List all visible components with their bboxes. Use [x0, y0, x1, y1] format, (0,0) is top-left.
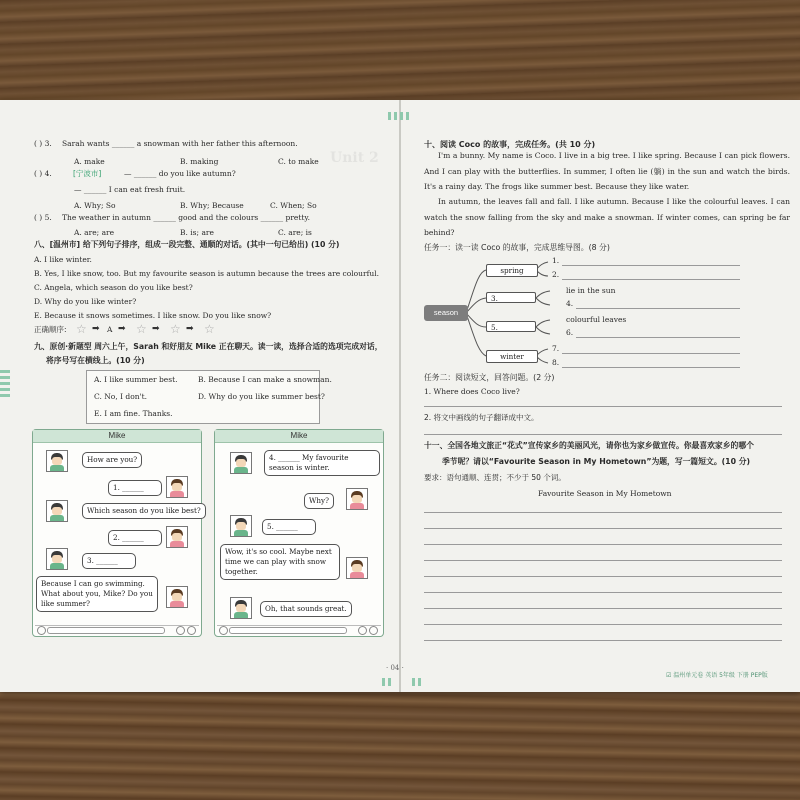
chat1-bubble-6: Because I can go swimming. What about you, Mike? Do you like summer? — [36, 576, 158, 612]
question-3-option-a: A. make — [74, 157, 105, 166]
arrow-icon: ➡ — [186, 324, 194, 334]
footer-series-label: ☑ 温州单元卷 英语 5年级 下册 PEP版 — [666, 672, 768, 679]
answer-line-2 — [562, 279, 740, 280]
answer-line-q2 — [424, 434, 782, 435]
writing-line — [424, 640, 782, 641]
task-1-title: 任务一：读一读 Coco 的故事，完成思维导图。(8 分) — [424, 243, 610, 252]
story-paragraph-1: I'm a bunny. My name is Coco. I live in a big tree. I like spring. Because I can pick flowers. And I can play with the butterflies. In summer, I often lie (躺) in the sun and watch the birds. It's a rainy day. The frogs like summer best. Because they like water. — [424, 151, 790, 191]
question-5-option-b: B. is; are — [180, 228, 214, 237]
node-blank-3: 3. — [486, 292, 536, 303]
question-4-text: — ______ do you like autumn? — [124, 169, 236, 178]
question-3-number: ( ) 3. — [34, 139, 52, 148]
answer-line-6 — [576, 337, 740, 338]
answer-line-q1 — [424, 406, 782, 407]
question-4-region-tag: [宁波市] — [73, 169, 102, 178]
writing-line — [424, 528, 782, 529]
question-4-option-b: B. Why; Because — [180, 201, 244, 210]
question-3-text: Sarah wants ______ a snowman with her father this afternoon. — [62, 139, 298, 148]
question-3-option-c: C. to make — [278, 157, 319, 166]
writing-line — [424, 560, 782, 561]
section-11-title: 十一、全国各地文旅正“花式”宣传家乡的美丽风光，请你也为家乡做宣传。你最喜欢家乡的哪个 — [424, 441, 754, 450]
given-answer: A — [107, 325, 113, 334]
star-blank-1: ☆ — [76, 322, 87, 336]
see-through-text: Unit 2 — [330, 150, 379, 166]
chat1-bubble-1: How are you? — [82, 452, 142, 468]
node-lie-in-the-sun: lie in the sun — [566, 286, 616, 295]
page-number: · 04 · — [386, 664, 404, 672]
chat1-bubble-2: 1. ______ — [108, 480, 162, 496]
star-blank-4: ☆ — [204, 322, 215, 336]
blank-4-label: 4. — [566, 299, 574, 308]
essay-title: Favourite Season in My Hometown — [538, 489, 672, 498]
node-colourful-leaves: colourful leaves — [566, 315, 627, 324]
question-4-option-c: C. When; So — [270, 201, 317, 210]
question-4-number: ( ) 4. — [34, 169, 52, 178]
arrow-icon: ➡ — [92, 324, 100, 334]
blank-8-label: 8. — [552, 358, 560, 367]
mind-map-root: season — [424, 305, 468, 321]
question-5-option-a: A. are; are — [74, 228, 115, 237]
answer-line-8 — [562, 367, 740, 368]
question-4-option-a: A. Why; So — [74, 201, 116, 210]
answer-line-4 — [576, 308, 740, 309]
writing-requirement: 要求：语句通顺、连贯；不少于 50 个词。 — [424, 473, 566, 482]
node-winter: winter — [486, 350, 538, 363]
task-2-question-2: 2. 将文中画线的句子翻译成中文。 — [424, 413, 539, 422]
option-a: A. I like summer best. — [94, 375, 178, 384]
writing-line — [424, 576, 782, 577]
chat1-bubble-5: 3. ______ — [82, 553, 136, 569]
chat-title: Mike — [33, 430, 201, 443]
story-paragraph-2: In autumn, the leaves fall and fall. I like autumn. Because I like the colourful leaves. I can watch the snow falling from the sky and make a snowman. If winter comes, can spring be far behind? — [424, 197, 790, 237]
question-4-text-line2: — ______ I can eat fresh fruit. — [74, 185, 186, 194]
writing-line — [424, 592, 782, 593]
question-5-text: The weather in autumn ______ good and the colours ______ pretty. — [62, 213, 311, 222]
star-blank-3: ☆ — [170, 322, 181, 336]
arrow-icon: ➡ — [118, 324, 126, 334]
chat1-bubble-4: 2. ______ — [108, 530, 162, 546]
sentence-e: E. Because it snows sometimes. I like snow. Do you like snow? — [34, 311, 272, 320]
answer-line-7 — [562, 353, 740, 354]
writing-line — [424, 512, 782, 513]
option-c: C. No, I don't. — [94, 392, 148, 401]
star-blank-2: ☆ — [136, 322, 147, 336]
option-b: B. Because I can make a snowman. — [198, 375, 332, 384]
option-e: E. I am fine. Thanks. — [94, 409, 173, 418]
chat2-bubble-4: Wow, it's so cool. Maybe next time we can play with snow together. — [220, 544, 340, 580]
task-2-title: 任务二：阅读短文，回答问题。(2 分) — [424, 373, 555, 382]
section-9-title: 九、原创·新题型 周六上午，Sarah 和好朋友 Mike 正在聊天。读一读，选择合适的选项完成对话， — [34, 342, 383, 351]
writing-line — [424, 624, 782, 625]
task-2-question-1: 1. Where does Coco live? — [424, 387, 520, 396]
section-10-title: 十、阅读 Coco 的故事，完成任务。(共 10 分) — [424, 140, 596, 149]
sentence-a: A. I like winter. — [34, 255, 92, 264]
chat2-bubble-3: 5. ______ — [262, 519, 316, 535]
chat2-bubble-1: 4. ______ My favourite season is winter. — [264, 450, 380, 476]
blank-6-label: 6. — [566, 328, 574, 337]
option-d: D. Why do you like summer best? — [198, 392, 325, 401]
question-5-number: ( ) 5. — [34, 213, 52, 222]
sentence-c: C. Angela, which season do you like best? — [34, 283, 193, 292]
sentence-b: B. Yes, I like snow, too. But my favourite season is autumn because the trees are colourful. — [34, 269, 379, 278]
section-8-title: 八、[温州市] 给下列句子排序，组成一段完整、通顺的对话。(其中一句已给出) (10 分) — [34, 240, 340, 249]
order-label: 正确顺序: — [34, 325, 67, 334]
chat-title: Mike — [215, 430, 383, 443]
section-9-title-line2: 将序号写在横线上。(10 分) — [46, 356, 145, 365]
blank-2-label: 2. — [552, 270, 560, 279]
chat1-bubble-3: Which season do you like best? — [82, 503, 206, 519]
question-5-option-c: C. are; is — [278, 228, 312, 237]
blank-1-label: 1. — [552, 256, 560, 265]
chat2-bubble-5: Oh, that sounds great. — [260, 601, 352, 617]
question-3-option-b: B. making — [180, 157, 219, 166]
chat2-bubble-2: Why? — [304, 493, 334, 509]
writing-line — [424, 608, 782, 609]
section-11-title-line2: 季节呢？请以“Favourite Season in My Hometown”为题，写一篇短文。(10 分) — [442, 457, 751, 466]
sentence-d: D. Why do you like winter? — [34, 297, 137, 306]
blank-7-label: 7. — [552, 344, 560, 353]
node-spring: spring — [486, 264, 538, 277]
answer-line-1 — [562, 265, 740, 266]
writing-line — [424, 544, 782, 545]
node-blank-5: 5. — [486, 321, 536, 332]
arrow-icon: ➡ — [152, 324, 160, 334]
